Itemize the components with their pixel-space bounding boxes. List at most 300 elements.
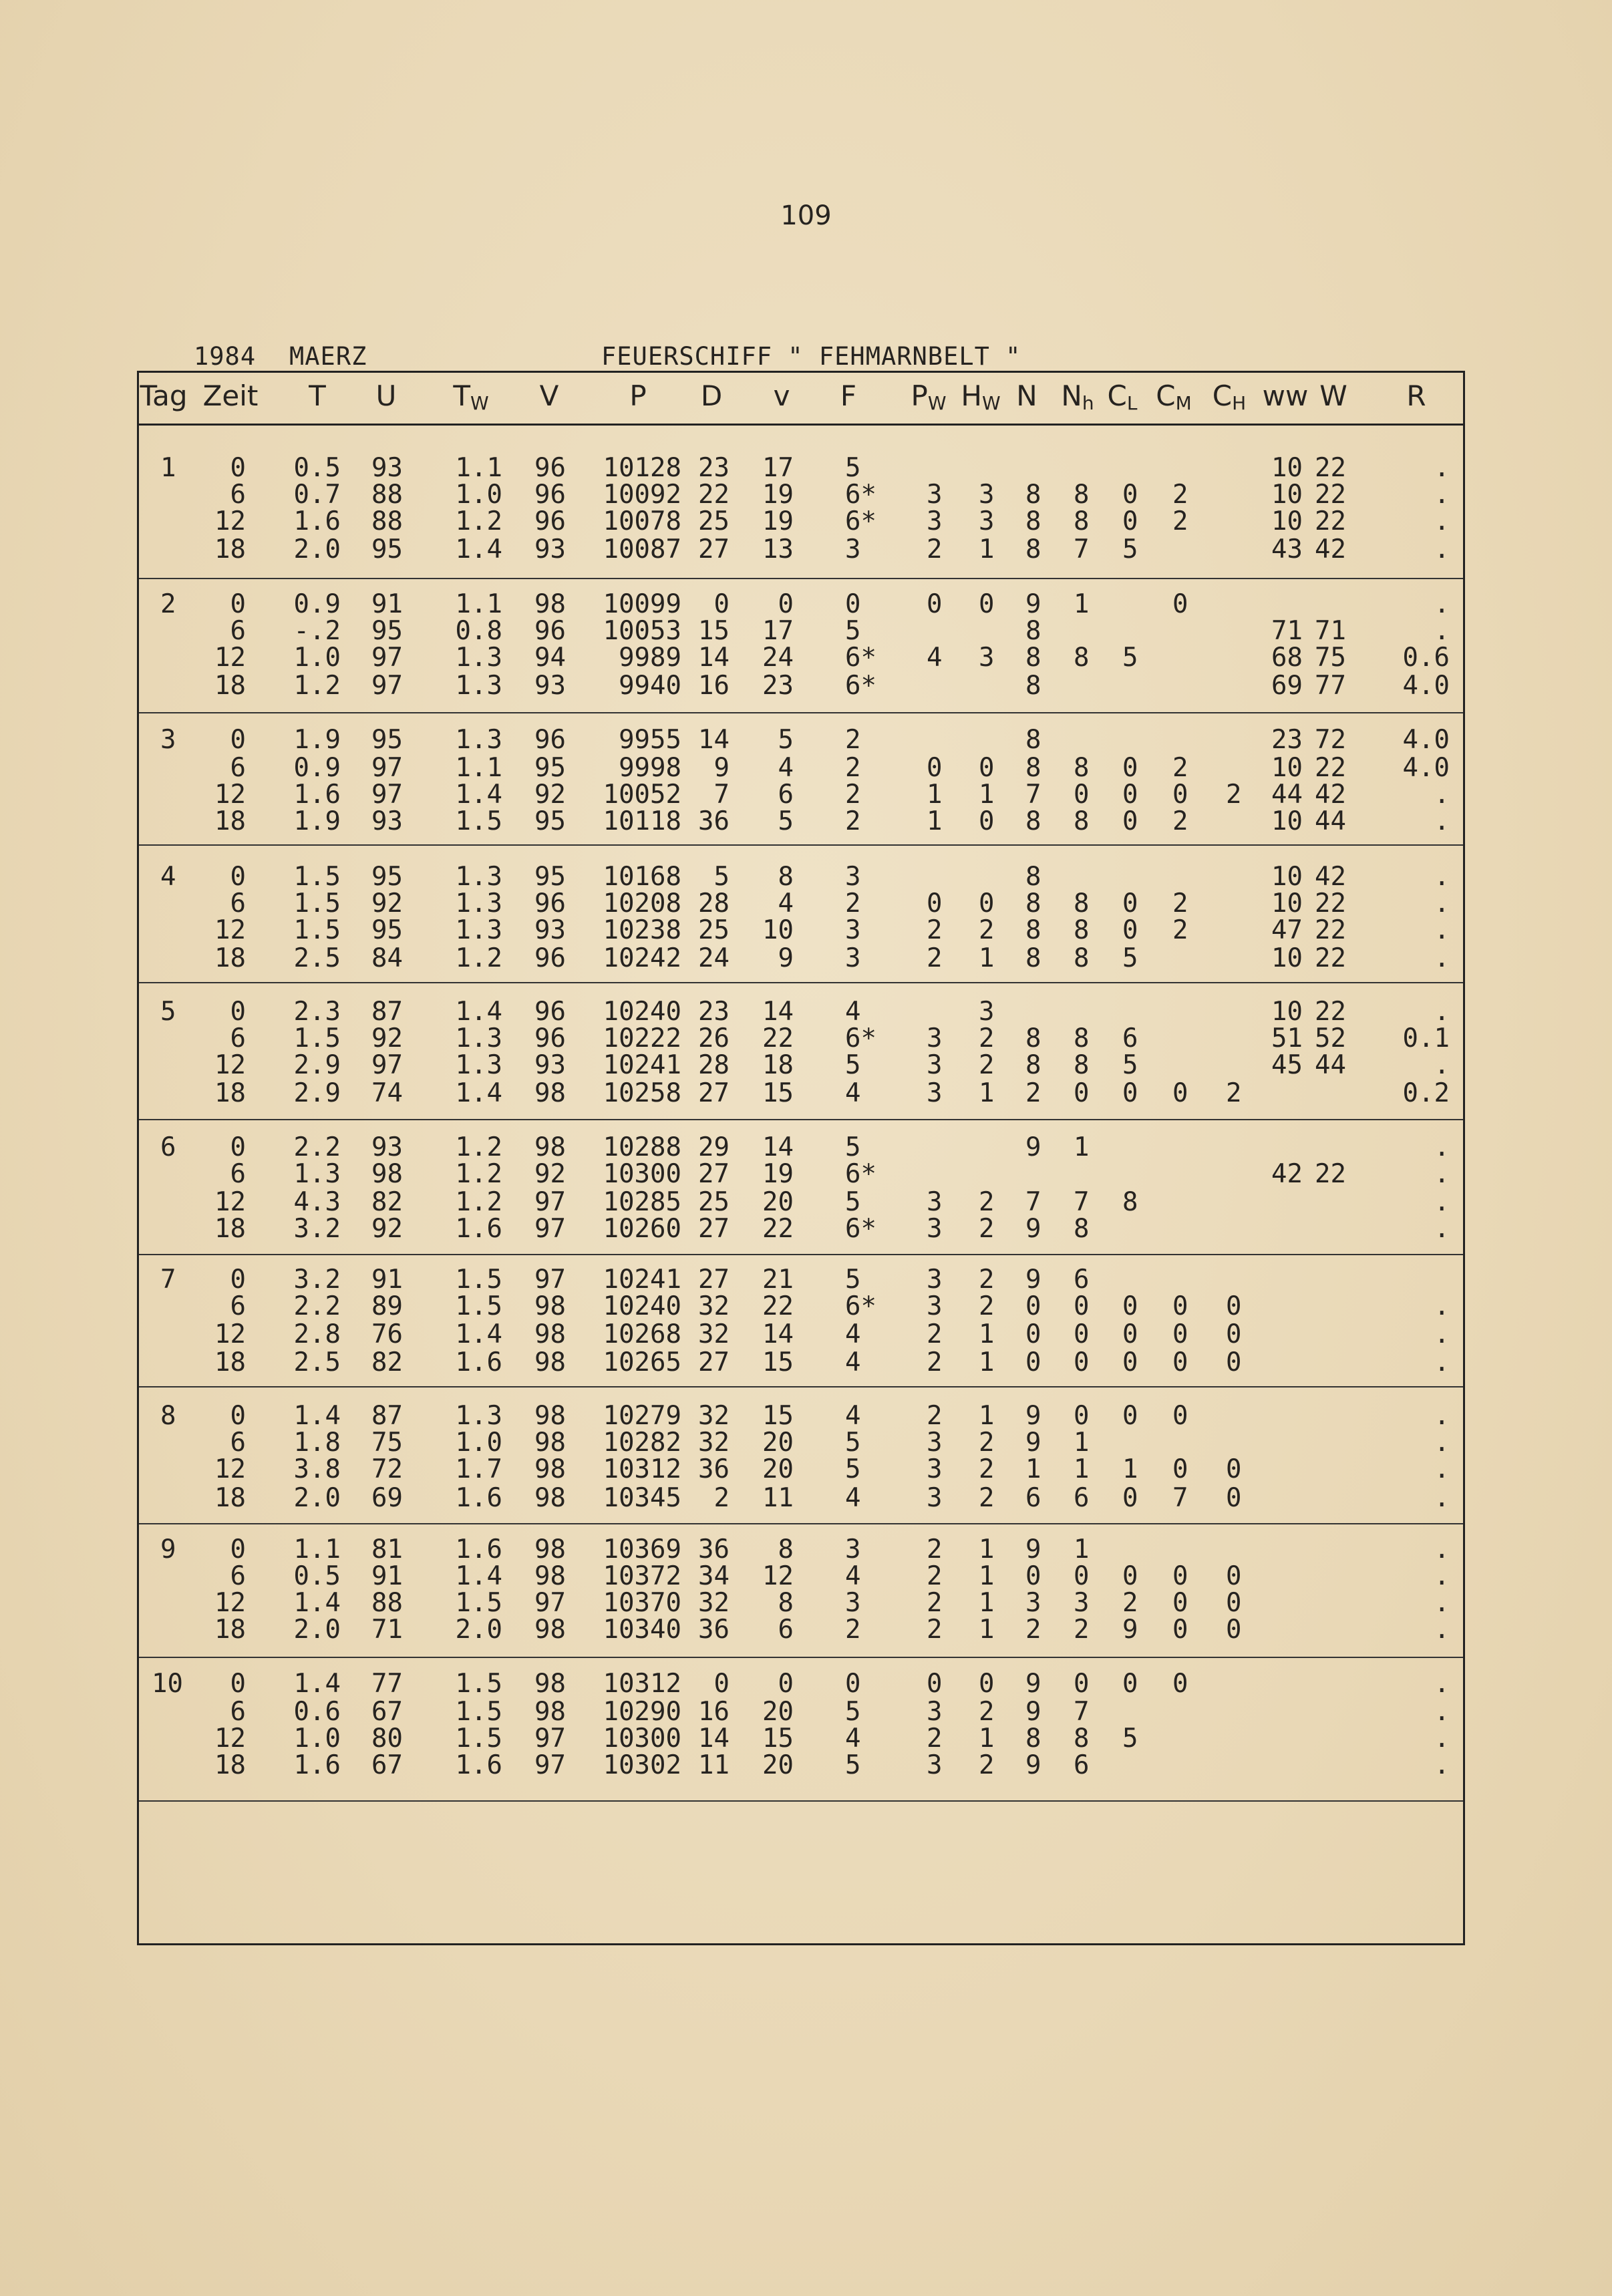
table-cell: 98 [534,1561,566,1591]
table-cell: 1.4 [455,1561,502,1591]
table-cell: 23 [1271,725,1303,755]
table-cell: 1.3 [455,888,502,919]
table-cell: 1.4 [455,780,502,810]
table-cell: 4.0 [1402,753,1450,783]
table-cell: 7 [1025,1187,1041,1217]
table-cell: 6* [845,480,876,510]
table-cell: 5 [713,862,730,892]
day-divider [139,844,1463,846]
table-cell: 1 [979,943,995,973]
table-row [0,671,1612,700]
table-cell: 42 [1315,534,1346,564]
table-cell: 69 [371,1483,403,1513]
table-cell: 1.9 [293,725,341,755]
table-cell: 1.6 [293,506,341,536]
table-cell: 1.2 [293,671,341,701]
table-cell: 10240 [603,997,681,1027]
column-header-label: C [1107,379,1127,412]
column-header-label: D [700,379,723,412]
table-cell: 3 [927,1050,943,1080]
table-cell: 94 [534,643,566,673]
table-cell: 4.3 [293,1187,341,1217]
table-cell: 88 [371,480,403,510]
table-cell: 2 [927,1588,943,1618]
table-cell: 20 [762,1428,794,1458]
table-cell: 9998 [619,753,681,783]
table-cell: 1 [927,806,943,836]
table-cell: 0 [927,1669,943,1699]
table-cell: 1.5 [455,1588,502,1618]
table-cell: . [1434,862,1450,892]
table-cell: 98 [534,1291,566,1321]
table-cell: 98 [534,1428,566,1458]
table-cell: 0 [845,589,861,619]
table-cell: 10265 [603,1347,681,1377]
table-cell: 1.3 [455,643,502,673]
table-cell: . [1434,616,1450,646]
table-cell: 1 [1122,1454,1138,1484]
table-cell: 2 [1025,1615,1041,1645]
table-cell: . [1434,780,1450,810]
table-cell: 95 [371,725,403,755]
table-cell: 10222 [603,1023,681,1053]
table-cell: 10 [1271,997,1303,1027]
header-rule [137,424,1465,426]
table-cell: 2 [927,1347,943,1377]
table-cell: 8 [1074,480,1090,510]
table-cell: 6 [230,1428,246,1458]
table-row [0,1428,1612,1457]
column-header-label: P [911,379,928,412]
table-cell: 97 [371,643,403,673]
table-cell: 9989 [619,643,681,673]
table-cell: 2.9 [293,1078,341,1108]
table-cell: 2 [845,806,861,836]
table-cell: 3 [927,1023,943,1053]
table-row [0,1214,1612,1243]
table-cell: 51 [1271,1023,1303,1053]
table-cell: 6 [230,753,246,783]
table-cell: 5 [845,1428,861,1458]
table-cell: 0 [1172,1669,1188,1699]
table-cell: 1.5 [455,806,502,836]
table-cell: 10285 [603,1187,681,1217]
table-cell: 2 [845,1615,861,1645]
table-cell: 6 [1074,1483,1090,1513]
table-cell: 10092 [603,480,681,510]
table-cell: 1 [979,1615,995,1645]
table-cell: . [1434,1483,1450,1513]
page-number: 109 [780,200,832,231]
table-cell: 0 [927,589,943,619]
table-cell: 19 [762,1159,794,1189]
table-cell: 0 [1122,915,1138,945]
table-cell: 3 [979,480,995,510]
table-cell: 42 [1315,780,1346,810]
table-cell: 0 [1226,1588,1242,1618]
table-cell: . [1434,1319,1450,1349]
table-cell: 4 [845,1724,861,1754]
column-header [376,379,397,412]
table-cell: 10302 [603,1750,681,1780]
table-cell: 10 [1271,943,1303,973]
day-cell: 4 [160,862,176,892]
table-row [0,1132,1612,1162]
table-cell: . [1434,1454,1450,1484]
table-cell: 5 [778,806,794,836]
table-cell: 3 [979,506,995,536]
table-cell: 2.5 [293,943,341,973]
table-cell: 1.6 [293,1750,341,1780]
table-row [0,753,1612,782]
table-cell: 97 [534,1750,566,1780]
table-cell: 32 [698,1319,730,1349]
table-row [0,453,1612,482]
table-cell: 1.6 [455,1483,502,1513]
table-cell: 0 [979,589,995,619]
table-cell: 1.3 [293,1159,341,1189]
table-cell: . [1434,1724,1450,1754]
table-cell: . [1434,1187,1450,1217]
table-cell: 6 [230,888,246,919]
table-cell: 10288 [603,1132,681,1162]
table-cell: 1.6 [455,1750,502,1780]
table-cell: 9 [1025,1401,1041,1431]
table-cell: 71 [1271,616,1303,646]
table-cell: 24 [698,943,730,973]
column-header-label: R [1406,379,1426,412]
table-cell: 3 [1025,1588,1041,1618]
table-cell: 10118 [603,806,681,836]
table-cell: 97 [534,1265,566,1295]
table-row [0,862,1612,891]
table-cell: 10 [1271,753,1303,783]
table-row [0,589,1612,619]
table-row [0,1187,1612,1216]
table-cell: 3 [845,943,861,973]
table-cell: 5 [1122,643,1138,673]
table-cell: 4 [845,997,861,1027]
table-cell: . [1434,915,1450,945]
table-cell: 77 [1315,671,1346,701]
table-cell: 89 [371,1291,403,1321]
table-cell: 8 [1074,806,1090,836]
table-cell: 2 [1172,915,1188,945]
table-cell: 97 [534,1724,566,1754]
table-cell: 9 [1025,1669,1041,1699]
table-cell: 0 [1226,1615,1242,1645]
table-cell: 10 [1271,862,1303,892]
table-cell: 15 [762,1724,794,1754]
column-header-subscript: W [981,392,1001,414]
table-row [0,1401,1612,1430]
table-cell: 8 [1025,862,1041,892]
table-cell: 93 [534,671,566,701]
table-cell: 14 [762,1319,794,1349]
table-cell: 20 [762,1697,794,1727]
table-cell: 8 [1025,725,1041,755]
table-cell: 8 [1025,943,1041,973]
table-cell: 1 [979,1319,995,1349]
table-cell: 36 [698,1615,730,1645]
table-cell: 1.3 [455,1050,502,1080]
table-cell: 1.1 [455,753,502,783]
table-cell: 97 [371,671,403,701]
table-cell: 1.3 [455,915,502,945]
table-cell: 1 [1074,1428,1090,1458]
table-cell: 9 [1025,1428,1041,1458]
table-cell: 98 [534,1483,566,1513]
table-cell: 2 [979,1454,995,1484]
table-cell: 6 [230,1697,246,1727]
table-cell: 6 [1122,1023,1138,1053]
table-cell: 9 [778,943,794,973]
table-cell: 93 [371,1132,403,1162]
column-header-label: T [453,379,470,412]
table-cell: . [1434,1669,1450,1699]
table-cell: 3 [979,643,995,673]
table-row [0,1347,1612,1377]
table-cell: . [1434,589,1450,619]
day-divider [139,578,1463,579]
table-cell: 22 [1315,915,1346,945]
table-cell: 18 [214,1214,246,1244]
table-cell: 95 [534,753,566,783]
table-cell: 10087 [603,534,681,564]
column-header-label: C [1212,379,1233,412]
table-row [0,915,1612,945]
column-header-label: T [309,379,326,412]
table-cell: 10 [762,915,794,945]
table-cell: 18 [214,1347,246,1377]
table-cell: 2 [979,1483,995,1513]
table-cell: 91 [371,589,403,619]
table-cell: 0 [230,862,246,892]
column-header-label: F [840,379,857,412]
table-cell: 1 [1074,589,1090,619]
table-cell: 18 [214,943,246,973]
table-cell: 9 [713,753,730,783]
table-cell: . [1434,1050,1450,1080]
table-cell: 1.6 [455,1347,502,1377]
table-cell: 2 [927,534,943,564]
table-cell: 0 [1226,1319,1242,1349]
table-cell: 18 [214,806,246,836]
table-cell: 3.2 [293,1214,341,1244]
table-row [0,1588,1612,1617]
table-cell: 88 [371,1588,403,1618]
table-cell: 6 [230,480,246,510]
table-cell: 0 [1122,1561,1138,1591]
table-cell: 1.5 [293,888,341,919]
table-cell: 0 [1226,1483,1242,1513]
table-cell: 18 [214,671,246,701]
table-cell: 0 [230,1534,246,1565]
table-cell: 5 [1122,943,1138,973]
table-cell: 1.1 [455,453,502,483]
table-cell: 1.2 [455,943,502,973]
table-cell: 23 [762,671,794,701]
table-cell: . [1434,1428,1450,1458]
table-cell: 0 [1122,1347,1138,1377]
table-cell: 0 [1172,1588,1188,1618]
table-cell: 0 [1122,1669,1138,1699]
table-cell: 0 [713,1669,730,1699]
table-cell: 5 [845,1697,861,1727]
table-header [0,379,1612,420]
table-cell: 3 [927,1483,943,1513]
table-cell: 7 [1074,1697,1090,1727]
table-cell: 0.6 [293,1697,341,1727]
table-cell: 14 [698,643,730,673]
title-year: 1984 [194,342,257,371]
table-cell: 10242 [603,943,681,973]
table-cell: 9940 [619,671,681,701]
table-row [0,1078,1612,1108]
table-cell: 91 [371,1265,403,1295]
table-cell: 4 [845,1319,861,1349]
table-cell: 2 [979,1023,995,1053]
table-cell: 1.4 [293,1588,341,1618]
table-cell: 9 [1025,1214,1041,1244]
table-cell: 32 [698,1401,730,1431]
day-cell: 7 [160,1265,176,1295]
column-header [840,379,856,412]
table-cell: 1.2 [455,1159,502,1189]
table-cell: 1.5 [293,1023,341,1053]
table-cell: 2 [927,1615,943,1645]
table-cell: 1.4 [455,1319,502,1349]
table-cell: 0 [1074,1561,1090,1591]
table-cell: 9 [1025,589,1041,619]
table-cell: 10282 [603,1428,681,1458]
table-cell: 2 [979,1750,995,1780]
table-cell: 2 [1172,506,1188,536]
table-cell: 14 [762,1132,794,1162]
table-row [0,780,1612,809]
table-cell: 95 [371,534,403,564]
table-cell: 0 [1226,1291,1242,1321]
table-cell: 1.5 [293,915,341,945]
table-cell: 97 [534,1187,566,1217]
table-cell: . [1434,1750,1450,1780]
table-cell: 93 [534,534,566,564]
table-cell: 4 [845,1561,861,1591]
table-cell: 1.0 [455,480,502,510]
table-cell: 1.5 [293,862,341,892]
table-cell: 3 [927,1697,943,1727]
table-cell: 0 [1172,1078,1188,1108]
table-cell: 10372 [603,1561,681,1591]
table-cell: 2 [845,780,861,810]
table-cell: 0 [1025,1291,1041,1321]
table-cell: 1 [979,1534,995,1565]
table-cell: 87 [371,1401,403,1431]
table-cell: 1.5 [455,1697,502,1727]
table-cell: 0 [1172,1561,1188,1591]
table-cell: 1.0 [293,1724,341,1754]
table-cell: 95 [534,862,566,892]
table-cell: 75 [1315,643,1346,673]
table-cell: 98 [534,1401,566,1431]
table-cell: 0 [230,1401,246,1431]
table-cell: 1.3 [455,725,502,755]
table-cell: 84 [371,943,403,973]
table-cell: 6 [230,1023,246,1053]
table-cell: 8 [1074,915,1090,945]
day-divider [139,1800,1463,1802]
table-cell: 10241 [603,1265,681,1295]
table-cell: 42 [1271,1159,1303,1189]
table-cell: 24 [762,643,794,673]
table-cell: 93 [371,453,403,483]
table-row [0,806,1612,836]
table-cell: 12 [214,1187,246,1217]
table-cell: . [1434,453,1450,483]
table-cell: 10 [1271,806,1303,836]
table-cell: 88 [371,506,403,536]
table-cell: 44 [1315,806,1346,836]
table-cell: 5 [778,725,794,755]
table-cell: 44 [1271,780,1303,810]
day-divider [139,982,1463,983]
table-cell: 7 [1074,1187,1090,1217]
column-header-label: P [629,379,647,412]
table-cell: 0 [845,1669,861,1699]
table-cell: . [1434,1401,1450,1431]
table-cell: 0 [1172,780,1188,810]
table-cell: -.2 [293,616,341,646]
table-cell: 10268 [603,1319,681,1349]
table-cell: 10290 [603,1697,681,1727]
table-cell: 2 [927,943,943,973]
column-header-label: V [539,379,559,412]
table-cell: 8 [1025,480,1041,510]
day-cell: 10 [152,1669,183,1699]
table-cell: 12 [214,643,246,673]
table-cell: 76 [371,1319,403,1349]
table-cell: 2.2 [293,1132,341,1162]
table-row [0,1669,1612,1698]
table-cell: 18 [214,1483,246,1513]
table-cell: 3 [927,1428,943,1458]
table-cell: 10300 [603,1159,681,1189]
table-cell: 4.0 [1402,671,1450,701]
column-header [911,379,946,414]
column-header [540,379,559,412]
table-cell: 0 [778,589,794,619]
table-cell: 22 [1315,888,1346,919]
table-cell: 8 [1074,1050,1090,1080]
table-cell: 47 [1271,915,1303,945]
table-cell: 12 [762,1561,794,1591]
table-cell: 0 [1074,1401,1090,1431]
table-cell: 97 [371,753,403,783]
table-cell: 6 [1074,1750,1090,1780]
table-cell: 34 [698,1561,730,1591]
table-row [0,1454,1612,1484]
table-row [0,1291,1612,1321]
table-cell: 0 [230,725,246,755]
table-row [0,1023,1612,1053]
table-cell: 8 [1025,806,1041,836]
table-cell: 96 [534,943,566,973]
table-cell: 96 [534,888,566,919]
table-cell: 42 [1315,862,1346,892]
table-cell: 6* [845,643,876,673]
table-cell: 96 [534,480,566,510]
column-header-label: C [1156,379,1176,412]
